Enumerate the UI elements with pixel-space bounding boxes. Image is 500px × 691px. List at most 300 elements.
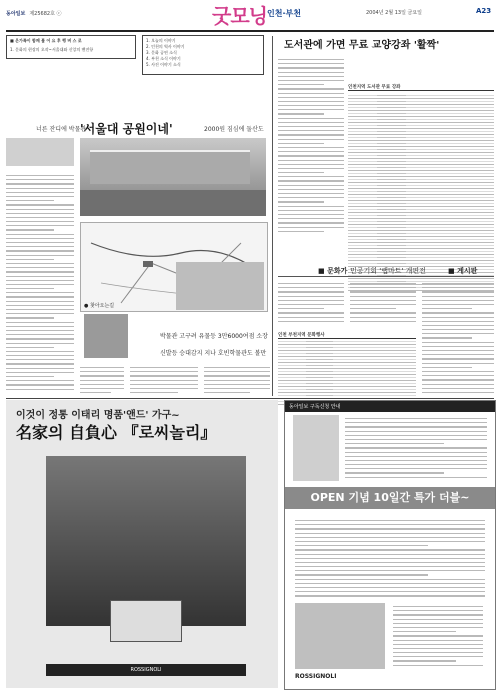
- text-line: [393, 652, 483, 653]
- text-line: [345, 435, 487, 436]
- table-cell: [278, 375, 306, 380]
- notice-label: ■ 게시판: [448, 267, 478, 275]
- table-cell: [406, 195, 435, 200]
- table-cell: [406, 147, 435, 152]
- index-item: 1. 오늘의 이야기: [146, 38, 176, 43]
- table-cell: [306, 381, 334, 386]
- text-line: [204, 371, 270, 372]
- text-line: [278, 97, 344, 98]
- text-line: [345, 460, 487, 461]
- table-cell: [348, 147, 377, 152]
- text-line: [278, 80, 344, 81]
- table-cell: [333, 387, 361, 392]
- table-cell: [436, 105, 465, 110]
- table-cell: [465, 141, 494, 146]
- text-line: [393, 631, 456, 632]
- table-cell: [406, 219, 435, 224]
- text-line: [80, 384, 124, 385]
- coupon-box: [295, 603, 385, 669]
- text-line: [422, 312, 494, 313]
- table-cell: [465, 105, 494, 110]
- story-subhead: 2000원 짐심에 둘산도: [204, 126, 264, 133]
- table-cell: [361, 339, 389, 344]
- table-cell: [388, 357, 416, 362]
- text-line: [393, 656, 483, 657]
- text-line: [278, 59, 344, 60]
- text-line: [345, 477, 487, 478]
- text-line: [6, 213, 74, 214]
- text-line: [6, 183, 74, 184]
- text-line: [422, 342, 494, 343]
- table-cell: [436, 93, 465, 98]
- text-line: [278, 304, 344, 305]
- table-cell: [377, 99, 406, 104]
- table-cell: [348, 117, 377, 122]
- table-cell: [465, 129, 494, 134]
- text-line: [278, 155, 344, 156]
- table-cell: [406, 243, 435, 248]
- text-line: [6, 255, 74, 256]
- text-line: [204, 384, 270, 385]
- text-line: [393, 644, 483, 645]
- text-line: [6, 343, 74, 344]
- text-line: [6, 317, 54, 318]
- text-line: [6, 330, 74, 331]
- text-line: [6, 292, 74, 293]
- table-cell: [306, 375, 334, 380]
- text-line: [278, 176, 344, 177]
- table-cell: [306, 387, 334, 392]
- table-cell: [361, 387, 389, 392]
- table-cell: [406, 141, 435, 146]
- text-line: [6, 313, 74, 314]
- text-line: [422, 363, 494, 364]
- text-line: [278, 291, 344, 292]
- text-line: [6, 389, 74, 390]
- table-cell: [377, 159, 406, 164]
- text-line: [6, 296, 74, 297]
- text-line: [295, 524, 485, 525]
- table-cell: [348, 219, 377, 224]
- table-cell: [278, 381, 306, 386]
- text-line: [393, 610, 483, 611]
- table-cell: [436, 159, 465, 164]
- text-line: [345, 418, 487, 419]
- table-cell: [436, 225, 465, 230]
- table-cell: [406, 213, 435, 218]
- text-line: [350, 283, 416, 284]
- text-line: [422, 317, 494, 318]
- text-line: [278, 197, 344, 198]
- table-cell: [436, 195, 465, 200]
- text-line: [422, 371, 494, 372]
- text-line: [393, 614, 483, 615]
- table-cell: [465, 171, 494, 176]
- text-line: [6, 351, 74, 352]
- newspaper-name: 동아일보 제25682호 ⓒ: [6, 11, 62, 17]
- text-line: [278, 109, 344, 110]
- table-cell: [377, 249, 406, 254]
- text-line: [130, 384, 198, 385]
- text-line: [393, 648, 483, 649]
- table-cell: [465, 249, 494, 254]
- table-cell: [465, 213, 494, 218]
- text-line: [204, 388, 270, 389]
- text-line: [130, 367, 198, 368]
- table-cell: [406, 117, 435, 122]
- text-line: [278, 134, 344, 135]
- table-cell: [361, 345, 389, 350]
- text-line: [6, 200, 54, 201]
- text-line: [278, 180, 344, 181]
- text-line: [130, 380, 198, 381]
- text-line: [295, 566, 485, 567]
- table-cell: [406, 183, 435, 188]
- table-cell: [278, 345, 306, 350]
- text-line: [6, 284, 74, 285]
- text-line: [422, 358, 494, 359]
- table-cell: [436, 129, 465, 134]
- text-line: [278, 172, 324, 173]
- table-cell: [377, 243, 406, 248]
- text-line: [422, 337, 472, 338]
- text-line: [6, 338, 74, 339]
- text-line: [422, 392, 494, 393]
- text-line: [130, 371, 198, 372]
- section-rule: [278, 276, 494, 277]
- ad-right-text: [345, 415, 487, 481]
- index-box: [142, 35, 264, 75]
- furniture-image: [293, 415, 339, 481]
- text-line: [295, 562, 485, 563]
- text-line: [278, 101, 344, 102]
- table-cell: [377, 129, 406, 134]
- table-cell: [436, 147, 465, 152]
- text-line: [278, 84, 324, 85]
- text-line: [204, 367, 270, 368]
- text-line: [295, 549, 485, 550]
- text-line: [6, 238, 74, 239]
- text-line: [345, 468, 487, 469]
- text-line: [278, 105, 344, 106]
- table-cell: [406, 135, 435, 140]
- text-line: [295, 579, 485, 580]
- table-cell: [377, 117, 406, 122]
- table-cell: [465, 207, 494, 212]
- table-cell: [348, 225, 377, 230]
- table-cell: [465, 231, 494, 236]
- table-cell: [465, 147, 494, 152]
- table-cell: [348, 213, 377, 218]
- text-line: [278, 147, 344, 148]
- table-cell: [465, 153, 494, 158]
- table-cell: [465, 99, 494, 104]
- table-cell: [348, 135, 377, 140]
- table-cell: [436, 117, 465, 122]
- table-cell: [348, 141, 377, 146]
- table-cell: [465, 111, 494, 116]
- text-line: [278, 67, 344, 68]
- text-line: [345, 452, 487, 453]
- text-line: [6, 217, 74, 218]
- text-line: [278, 189, 344, 190]
- text-line: [80, 392, 111, 393]
- region-label: 인천·부천: [267, 9, 301, 18]
- table-cell: [406, 105, 435, 110]
- table-cell: [388, 339, 416, 344]
- table-cell: [361, 375, 389, 380]
- text-line: [345, 472, 444, 473]
- text-line: [278, 72, 344, 73]
- text-line: [345, 456, 487, 457]
- campus-photo: [80, 138, 266, 216]
- text-line: [6, 301, 74, 302]
- ad-divider: [6, 398, 494, 399]
- table-cell: [306, 363, 334, 368]
- text-line: [393, 623, 483, 624]
- text-line: [422, 346, 494, 347]
- table-cell: [465, 201, 494, 206]
- text-line: [422, 379, 494, 380]
- table-cell: [436, 135, 465, 140]
- text-line: [6, 267, 74, 268]
- text-line: [422, 283, 494, 284]
- text-line: [295, 533, 485, 534]
- text-line: [6, 288, 54, 289]
- table-cell: [388, 375, 416, 380]
- text-line: [278, 118, 344, 119]
- text-line: [345, 443, 444, 444]
- table-cell: [436, 255, 465, 260]
- library-course-table: 인천지역 도서관 무료 강좌: [348, 84, 494, 264]
- table-cell: [388, 363, 416, 368]
- table-cell: [348, 105, 377, 110]
- text-line: [393, 660, 456, 661]
- table-cell: [436, 249, 465, 254]
- table-cell: [348, 129, 377, 134]
- article-column-4: [204, 364, 270, 396]
- table-cell: [406, 231, 435, 236]
- text-line: [278, 143, 324, 144]
- text-line: [80, 375, 124, 376]
- table-cell: [306, 345, 334, 350]
- text-line: [393, 665, 483, 666]
- table-cell: [348, 195, 377, 200]
- text-line: [6, 229, 54, 230]
- table-cell: [436, 207, 465, 212]
- table-cell: [306, 369, 334, 374]
- table-cell: [361, 351, 389, 356]
- table-cell: [361, 357, 389, 362]
- table-cell: [278, 387, 306, 392]
- text-line: [204, 375, 270, 376]
- text-line: [422, 325, 494, 326]
- article-column-3: [130, 364, 198, 396]
- table-cell: [436, 171, 465, 176]
- text-line: [350, 291, 416, 292]
- text-line: [422, 300, 494, 301]
- table-cell: [278, 363, 306, 368]
- text-line: [278, 222, 344, 223]
- index-item: 2. 인천의 역사 이야기: [146, 44, 185, 49]
- table-cell: [348, 153, 377, 158]
- table-cell: [406, 159, 435, 164]
- bottom-headline-1: 박물관 고구려 유물등 3만6000여점 소장: [160, 333, 268, 340]
- table-cell: [348, 171, 377, 176]
- table-cell: [388, 345, 416, 350]
- subscription-advertisement: 동아일보 구독신청 안내 OPEN 기념 10일간 특가 더블~ ROSSIGNOLI: [284, 400, 496, 690]
- table-cell: [377, 177, 406, 182]
- text-line: [6, 347, 54, 348]
- table-cell: [436, 177, 465, 182]
- table-cell: [406, 99, 435, 104]
- table-cell: [436, 219, 465, 224]
- bottom-headline-2: 신발등 승대감지 지나 호빈학물관도 볼만: [160, 350, 267, 357]
- text-line: [295, 554, 485, 555]
- story-headline: '서울대 공원이네': [80, 122, 173, 136]
- text-line: [393, 640, 483, 641]
- small-photo: [84, 314, 128, 358]
- text-line: [278, 218, 344, 219]
- text-line: [393, 635, 483, 636]
- text-line: [278, 160, 344, 161]
- text-line: [295, 587, 485, 588]
- text-line: [6, 359, 74, 360]
- table-cell: [377, 207, 406, 212]
- table-cell: [333, 381, 361, 386]
- table-cell: [436, 153, 465, 158]
- table-cell: [348, 93, 377, 98]
- table-cell: [377, 213, 406, 218]
- text-line: [278, 210, 344, 211]
- table-cell: [377, 165, 406, 170]
- text-line: [278, 185, 344, 186]
- table-cell: [377, 171, 406, 176]
- table-cell: [388, 369, 416, 374]
- text-line: [6, 204, 74, 205]
- table-cell: [348, 99, 377, 104]
- table-cell: [465, 123, 494, 128]
- text-line: [80, 367, 124, 368]
- text-line: [295, 595, 485, 596]
- table-cell: [388, 381, 416, 386]
- table-cell: [377, 231, 406, 236]
- text-line: [6, 188, 74, 189]
- text-line: [295, 570, 485, 571]
- text-line: [130, 375, 198, 376]
- table-cell: [348, 201, 377, 206]
- text-line: [6, 280, 74, 281]
- text-line: [295, 574, 428, 575]
- table-cell: [377, 219, 406, 224]
- table-cell: [361, 369, 389, 374]
- table-cell: [377, 255, 406, 260]
- map-caption: ● 찾아오는길: [84, 303, 115, 309]
- text-line: [350, 287, 416, 288]
- table-cell: [406, 177, 435, 182]
- text-line: [6, 225, 74, 226]
- text-line: [6, 384, 74, 385]
- table-cell: [406, 165, 435, 170]
- text-line: [6, 246, 74, 247]
- table-cell: [333, 369, 361, 374]
- table-cell: [406, 225, 435, 230]
- text-line: [422, 329, 494, 330]
- text-line: [278, 321, 344, 322]
- table-cell: [348, 165, 377, 170]
- table-cell: [377, 183, 406, 188]
- table-cell: [306, 357, 334, 362]
- text-line: [6, 179, 74, 180]
- table-cell: [436, 183, 465, 188]
- table-cell: [465, 183, 494, 188]
- ad-right-coupon-text: [393, 603, 483, 669]
- table-cell: [436, 123, 465, 128]
- text-line: [393, 627, 483, 628]
- table-cell: [348, 207, 377, 212]
- text-line: [6, 271, 74, 272]
- text-line: [350, 304, 416, 305]
- text-line: [422, 375, 494, 376]
- table-cell: [465, 225, 494, 230]
- table-cell: [348, 231, 377, 236]
- text-line: [295, 541, 485, 542]
- table-cell: [377, 123, 406, 128]
- table-cell: [361, 381, 389, 386]
- text-line: [6, 376, 54, 377]
- furniture-photo: [110, 600, 182, 642]
- header-rule: [6, 30, 494, 32]
- text-line: [80, 371, 124, 372]
- text-line: [6, 322, 74, 323]
- events-table: 인천 부천지역 문화행사: [278, 332, 416, 396]
- text-line: [80, 380, 124, 381]
- table-cell: [436, 237, 465, 242]
- text-line: [278, 300, 344, 301]
- table-cell: [406, 153, 435, 158]
- table-cell: [465, 243, 494, 248]
- text-line: [278, 151, 344, 152]
- text-line: [350, 308, 396, 309]
- text-line: [350, 321, 416, 322]
- table-cell: [333, 345, 361, 350]
- table-cell: [377, 225, 406, 230]
- text-line: [6, 234, 74, 235]
- ad-right-body: [295, 517, 485, 597]
- text-line: [278, 63, 344, 64]
- table-cell: [278, 369, 306, 374]
- issue-date: 2004년 2월 13일 금요일: [366, 10, 423, 16]
- table-cell: [388, 387, 416, 392]
- library-headline: 도서관에 가면 무료 교양강좌 '활짝': [284, 40, 440, 51]
- text-line: [6, 263, 74, 264]
- index-item: 4. 부천 소식 이야기: [146, 56, 181, 61]
- text-line: [278, 312, 344, 313]
- text-line: [6, 221, 74, 222]
- text-line: [345, 422, 487, 423]
- table-cell: [377, 93, 406, 98]
- text-line: [6, 368, 74, 369]
- text-line: [278, 130, 344, 131]
- page-number: A23: [476, 7, 492, 15]
- table-cell: [377, 135, 406, 140]
- table-cell: [388, 351, 416, 356]
- table-cell: [465, 165, 494, 170]
- table-cell: [348, 189, 377, 194]
- text-line: [6, 276, 74, 277]
- text-line: [345, 447, 487, 448]
- text-line: [278, 93, 344, 94]
